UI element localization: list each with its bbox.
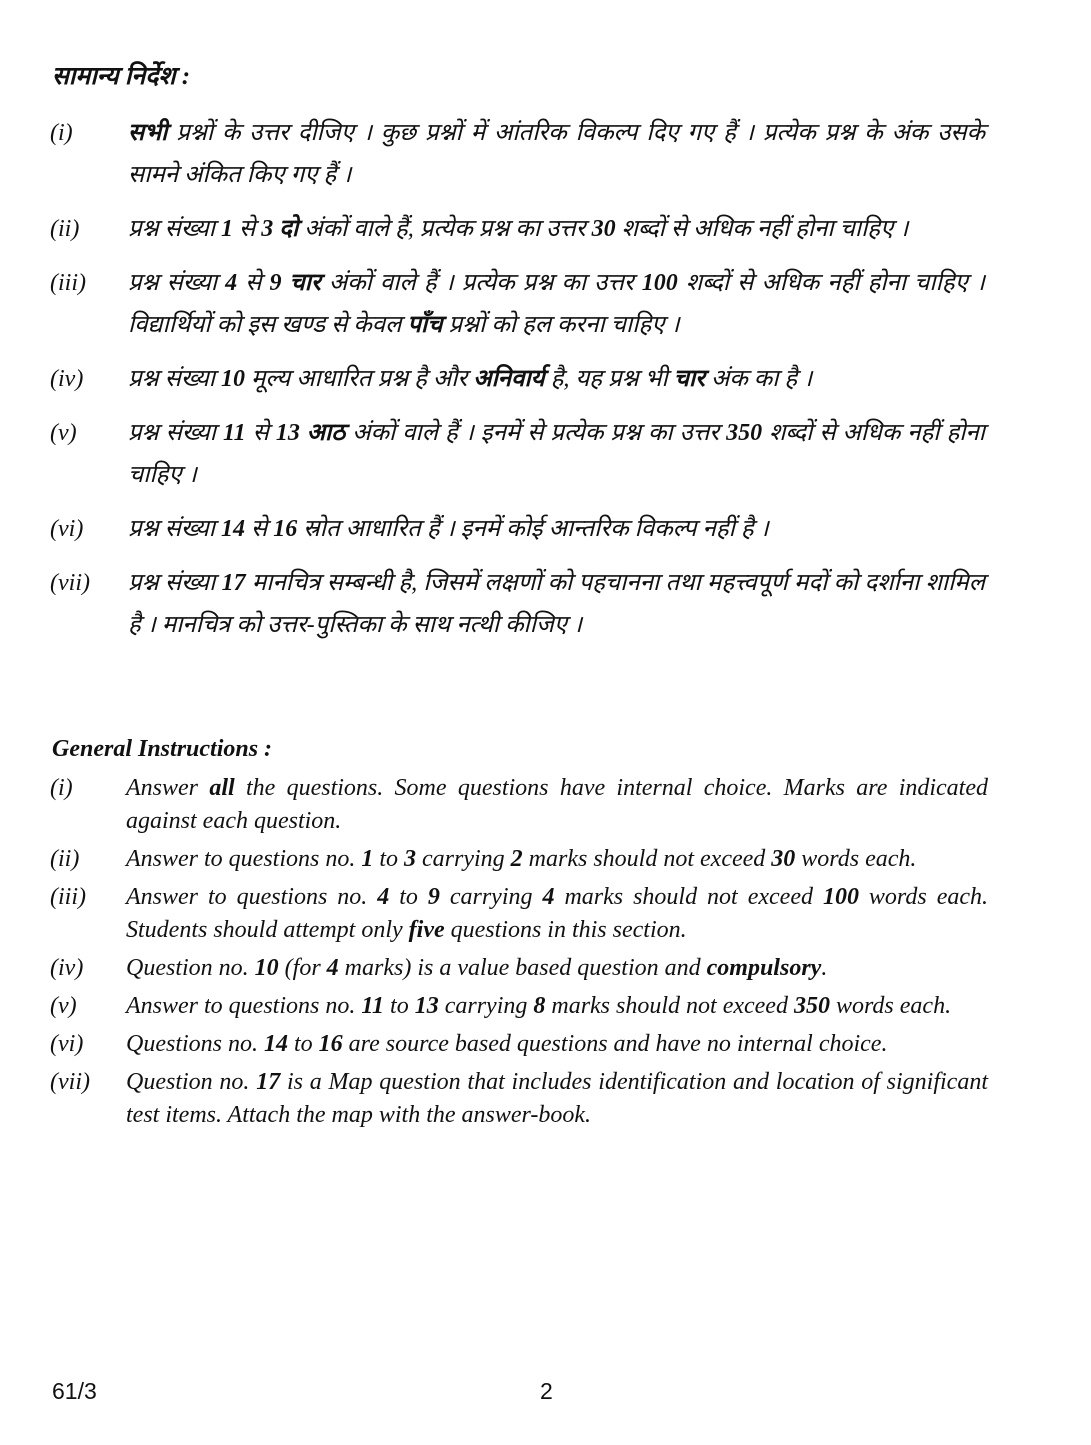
instruction-item [50,208,985,250]
text-segment: प्रश्न संख्या [128,420,223,446]
bold-text: 16 [273,516,298,542]
bold-text: पाँच [407,312,443,338]
bold-text: 350 [793,993,830,1019]
item-number: (vii) [50,570,90,596]
text-segment: प्रश्नों को हल करना चाहिए । [442,312,680,338]
text-segment: से [245,420,276,446]
item-text [126,843,988,876]
text-segment: प्रश्न संख्या [128,270,226,296]
item-number: (vi) [50,516,84,542]
bold-text: 11 [222,420,246,446]
text-segment: marks should not exceed [545,993,794,1019]
bold-text: 8 [533,993,546,1019]
text-segment: से [245,516,274,542]
bold-text: सभी [128,120,168,146]
text-segment: से [233,216,262,242]
bold-text: 4 [326,955,339,981]
instruction-item [50,843,988,876]
item-text [128,208,985,250]
text-segment: . [821,955,828,981]
text-segment: marks should not exceed [554,884,823,910]
text-segment: Answer to questions no. [126,846,362,872]
text-segment: अंकों वाले हैं । इनमें से प्रत्येक प्रश्न का उत्तर [345,420,727,446]
text-segment: to [384,993,415,1019]
text-segment: अंक का है । [705,366,813,392]
bold-text: 1 [361,846,374,872]
item-text [126,990,988,1023]
text-segment: carrying [416,846,511,872]
text-segment: से [237,270,270,296]
text-segment: the questions. Some questions have internal choice. Marks are indicated against each question. [126,775,988,834]
item-text [126,952,988,985]
item-number: (ii) [50,846,80,872]
text-segment: carrying [439,884,543,910]
item-number: (v) [50,993,77,1019]
text-segment: अंकों वाले हैं । प्रत्येक प्रश्न का उत्तर [320,270,642,296]
text-segment: Answer to questions no. [126,993,362,1019]
instruction-item [50,262,985,346]
text-segment: अंकों वाले हैं, प्रत्येक प्रश्न का उत्तर [298,216,592,242]
hindi-instructions-heading: सामान्य निर्देश : [52,63,191,90]
bold-text: 2 [510,846,523,872]
item-text [126,1066,988,1132]
text-segment: marks) is a value based question and [338,955,707,981]
text-segment: to [373,846,405,872]
bold-text: 17 [256,1069,281,1095]
text-segment: प्रश्न संख्या [128,516,222,542]
instruction-item [50,881,988,947]
text-segment: मूल्य आधारित प्रश्न है और [245,366,474,392]
instruction-item [50,562,985,646]
item-number: (i) [50,775,73,801]
item-text [128,562,985,646]
text-segment: are source based questions and have no internal choice. [342,1031,888,1057]
text-segment: words each. Students should attempt only [126,884,989,943]
item-text [128,358,985,400]
text-segment: words each. [829,993,952,1019]
text-segment: शब्दों से अधिक नहीं होना चाहिए । विद्यार्थियों को इस खण्ड से केवल [128,270,985,338]
bold-text: चार [673,366,705,392]
item-number: (iv) [50,366,84,392]
bold-text: 4 [542,884,555,910]
instruction-item [50,358,985,400]
bold-text: 10 [254,955,279,981]
instruction-item [50,990,988,1023]
text-segment: Questions no. [126,1031,264,1057]
bold-text: 14 [264,1031,288,1057]
item-text [128,508,985,550]
text-segment: Question no. [126,1069,257,1095]
item-number: (v) [50,420,77,446]
text-segment: (for [278,955,327,981]
item-text [126,881,988,947]
english-instructions-heading: General Instructions : [52,736,273,762]
bold-text: 16 [318,1031,343,1057]
text-segment: to [288,1031,319,1057]
item-number: (vi) [50,1031,84,1057]
page-number: 2 [540,1378,553,1404]
bold-text: 17 [221,570,246,596]
bold-text: 3 [404,846,417,872]
bold-text: 14 [221,516,246,542]
bold-text: 11 [361,993,385,1019]
text-segment: to [389,884,428,910]
bold-text: 350 [726,420,763,446]
text-segment: Question no. [126,955,255,981]
item-number: (vii) [50,1069,90,1095]
english-instructions-list [50,772,988,1137]
bold-text: five [408,917,445,943]
bold-text: 1 [221,216,234,242]
bold-text: 100 [822,884,859,910]
bold-text: 30 [591,216,616,242]
instruction-item [50,508,985,550]
item-text [128,262,985,346]
item-text [126,1028,988,1061]
text-segment: Answer [126,775,210,801]
bold-text: 13 आठ [275,420,346,446]
text-segment: is a Map question that includes identification and location of significant test items. Attach the map with the answer-book. [126,1069,989,1128]
paper-code: 61/3 [52,1378,97,1404]
bold-text: 4 [225,270,238,296]
bold-text: 9 [427,884,440,910]
text-segment: प्रश्नों के उत्तर दीजिए । कुछ प्रश्नों में आंतरिक विकल्प दिए गए हैं । प्रत्येक प्रश्न के अंक उसके सामने अंकित किए गए हैं । [128,120,985,188]
text-segment: प्रश्न संख्या [128,570,222,596]
text-segment: carrying [438,993,534,1019]
instruction-item [50,1028,988,1061]
text-segment: प्रश्न संख्या [128,366,222,392]
hindi-instructions-list [50,112,985,658]
text-segment: marks should not exceed [522,846,772,872]
instruction-item [50,772,988,838]
bold-text: 3 दो [261,216,299,242]
bold-text: all [209,775,235,801]
text-segment: Answer to questions no. [126,884,378,910]
item-text [126,772,988,838]
item-number: (i) [50,120,73,146]
instruction-item [50,412,985,496]
item-number: (ii) [50,216,80,242]
item-number: (iii) [50,270,86,296]
bold-text: compulsory [706,955,822,981]
instruction-item [50,1066,988,1132]
instruction-item [50,112,985,196]
text-segment: शब्दों से अधिक नहीं होना चाहिए । [128,420,985,488]
bold-text: 30 [771,846,796,872]
text-segment: words each. [795,846,917,872]
text-segment: प्रश्न संख्या [128,216,222,242]
bold-text: 9 चार [269,270,321,296]
item-number: (iv) [50,955,84,981]
bold-text: 10 [221,366,246,392]
item-text [128,112,985,196]
text-segment: मानचित्र सम्बन्धी है, जिसमें लक्षणों को पहचानना तथा महत्त्वपूर्ण मदों को दर्शाना शामिल है । मानचित्र को उत्तर-पुस्तिका के साथ नत्थी कीजिए । [128,570,985,638]
item-number: (iii) [50,884,86,910]
bold-text: 13 [414,993,439,1019]
text-segment: शब्दों से अधिक नहीं होना चाहिए । [615,216,909,242]
bold-text: अनिवार्य [473,366,545,392]
instruction-item [50,952,988,985]
text-segment: स्रोत आधारित हैं । इनमें कोई आन्तरिक विकल्प नहीं है । [297,516,769,542]
bold-text: 4 [377,884,390,910]
item-text [128,412,985,496]
text-segment: है, यह प्रश्न भी [544,366,674,392]
text-segment: questions in this section. [444,917,687,943]
bold-text: 100 [641,270,678,296]
